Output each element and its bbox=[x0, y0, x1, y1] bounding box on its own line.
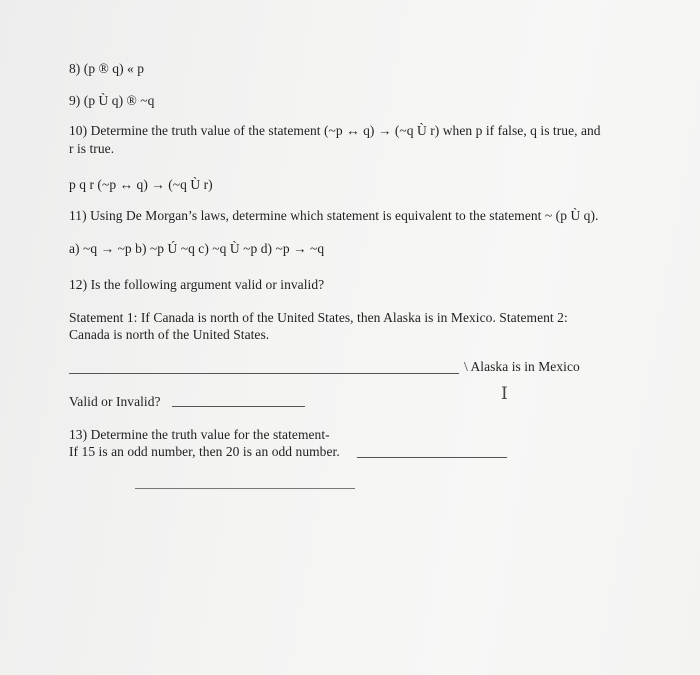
conclusion-text: \ Alaska is in Mexico bbox=[464, 359, 580, 374]
question-10-line-2: r is true. bbox=[69, 141, 115, 156]
question-9: 9) (p Ù q) ® ~q bbox=[69, 93, 155, 108]
valid-invalid-label: Valid or Invalid? bbox=[69, 394, 161, 409]
extra-answer-blank[interactable] bbox=[135, 488, 355, 489]
question-13-answer-blank[interactable] bbox=[357, 457, 507, 458]
argument-statements-line-1: Statement 1: If Canada is north of the United States, then Alaska is in Mexico. Statement 2: bbox=[69, 310, 568, 325]
question-8: 8) (p ® q) « p bbox=[69, 61, 145, 76]
question-12: 12) Is the following argument valid or invalid? bbox=[69, 277, 325, 292]
argument-statements-line-2: Canada is north of the United States. bbox=[69, 327, 270, 342]
question-11-options: a) ~q → ~p b) ~p Ú ~q c) ~q Ù ~p d) ~p → ~q bbox=[69, 241, 325, 256]
question-11: 11) Using De Morgan’s laws, determine which statement is equivalent to the statement ~ (p Ù q). bbox=[69, 208, 599, 223]
truth-table-header: p q r (~p ↔ q) → (~q Ù r) bbox=[69, 177, 213, 192]
valid-invalid-answer-blank[interactable] bbox=[172, 406, 305, 407]
text-cursor-icon: I bbox=[501, 384, 508, 404]
conclusion-answer-blank[interactable] bbox=[69, 373, 459, 374]
question-13-line-2: If 15 is an odd number, then 20 is an odd number. bbox=[69, 444, 340, 459]
question-13-line-1: 13) Determine the truth value for the statement- bbox=[69, 427, 330, 442]
question-10-line-1: 10) Determine the truth value of the statement (~p ↔ q) → (~q Ù r) when p if false, q is true, and bbox=[69, 123, 601, 138]
